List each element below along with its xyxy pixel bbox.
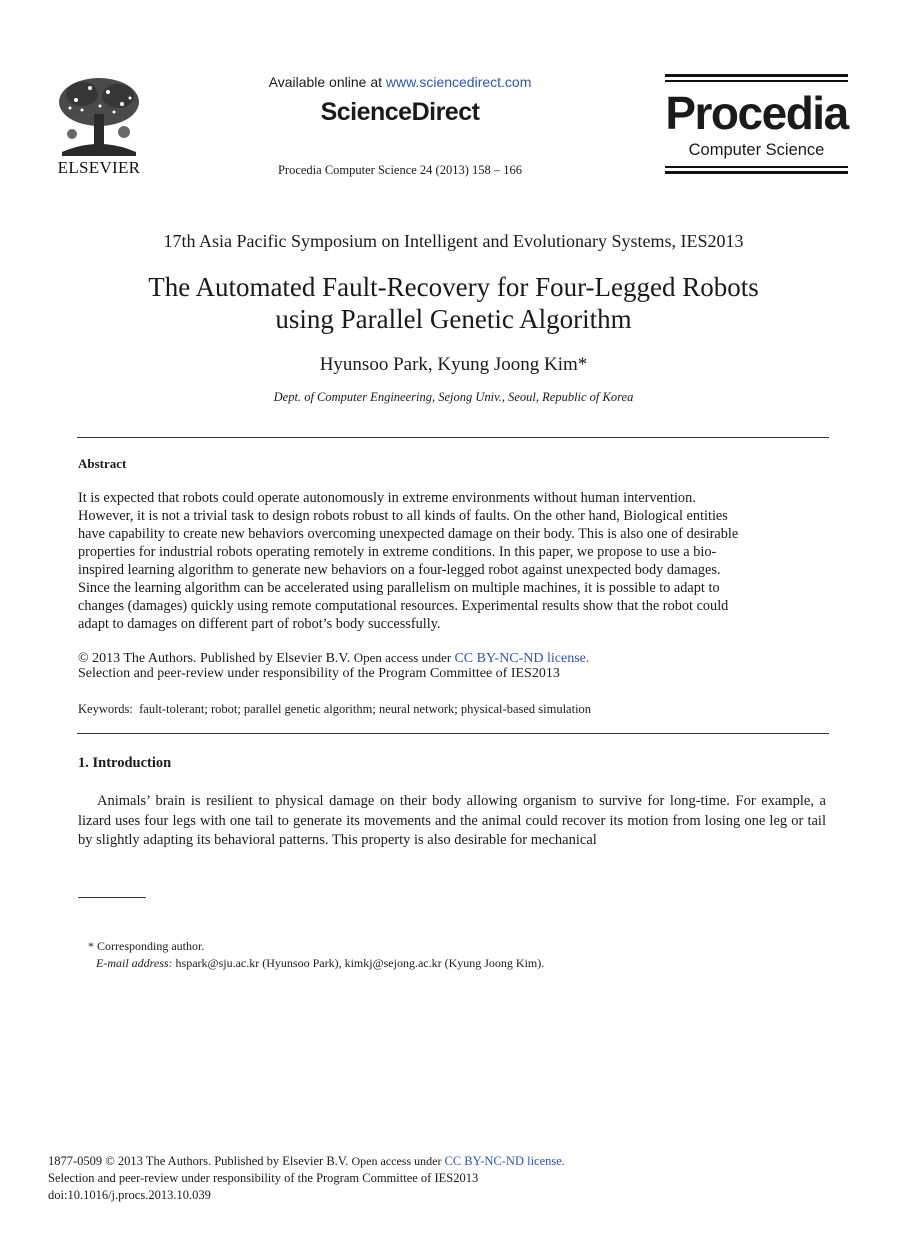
sciencedirect-brand: ScienceDirect — [320, 98, 480, 126]
affiliation: Dept. of Computer Engineering, Sejong Univ., Seoul, Republic of Korea — [273, 390, 634, 404]
divider-top — [77, 437, 829, 438]
copyright-text: © 2013 The Authors. Published by Elsevier B.V. — [78, 651, 354, 666]
abstract-line: changes (damages) quickly using remote computational resources. Experimental results show that the robot could — [78, 598, 729, 614]
abstract-line: adapt to damages on different part of robot’s body successfully. — [78, 616, 441, 632]
procedia-bottom-rule — [665, 171, 848, 174]
footer-license-link[interactable]: CC BY-NC-ND license. — [444, 1154, 565, 1168]
abstract-body — [78, 489, 826, 633]
email-label: E-mail address: — [96, 956, 173, 970]
footer-peer-review: Selection and peer-review under responsibility of the Program Committee of IES2013 — [48, 1171, 479, 1185]
abstract-line: Since the learning algorithm can be accelerated using parallelism on multiple machines, it is possible to adapt to — [78, 580, 720, 596]
paper-title — [60, 271, 847, 335]
peer-review-statement: Selection and peer-review under responsibility of the Program Committee of IES2013 — [78, 666, 560, 681]
title-line-1: The Automated Fault-Recovery for Four-Legged Robots — [148, 272, 759, 302]
keywords-text: fault-tolerant; robot; parallel genetic algorithm; neural network; physical-based simulation — [139, 702, 592, 716]
abstract-line: However, it is not a trivial task to design robots robust to all kinds of faults. On the other hand, Biological entities — [78, 508, 728, 524]
introduction-paragraph: Animals’ brain is resilient to physical damage on their body allowing organism to survive for long-time. For example, a lizard uses four legs with one tail to generate its movements and the animal could recover its motion from losing one leg or tail by slightly adapting its behavioral patterns. This property is also desirable for mechanical — [78, 793, 826, 848]
sciencedirect-link[interactable]: www.sciencedirect.com — [385, 74, 532, 90]
footer-copyright-text: 1877-0509 © 2013 The Authors. Published by Elsevier B.V. — [48, 1154, 352, 1168]
abstract-line: inspired learning algorithm to generate new behaviors on a four-legged robot against unexpected body damages. — [78, 562, 721, 578]
abstract-line: It is expected that robots could operate autonomously in extreme environments without human intervention. — [78, 490, 696, 506]
abstract-line: have capability to create new behaviors overcoming unexpected damage on their body. This is also one of desirable — [78, 526, 739, 542]
procedia-wordmark: Procedia — [665, 87, 848, 139]
section-heading-introduction: 1. Introduction — [78, 755, 172, 771]
email-addresses: hspark@sju.ac.kr (Hyunsoo Park), kimkj@sejong.ac.kr (Kyung Joong Kim). — [172, 956, 545, 970]
footer-open-access: Open access under — [351, 1154, 445, 1168]
conference-name: 17th Asia Pacific Symposium on Intelligent and Evolutionary Systems, IES2013 — [163, 231, 744, 251]
keywords — [78, 702, 826, 717]
journal-reference: Procedia Computer Science 24 (2013) 158 – 166 — [277, 163, 523, 177]
procedia-subtitle: Computer Science — [688, 141, 825, 159]
procedia-top-rule-thin — [665, 80, 848, 82]
procedia-logo — [665, 74, 848, 174]
footnote-rule — [78, 897, 146, 898]
keywords-label: Keywords: — [78, 702, 133, 716]
footer-doi[interactable]: doi:10.1016/j.procs.2013.10.039 — [48, 1188, 211, 1202]
procedia-top-rule — [665, 74, 848, 77]
elsevier-wordmark: ELSEVIER — [57, 158, 141, 177]
divider-bottom — [77, 733, 829, 734]
procedia-bottom-rule-thin — [665, 166, 848, 168]
license-link[interactable]: CC BY-NC-ND license. — [454, 651, 590, 666]
available-label: Available online at — [268, 74, 386, 90]
open-access-label: Open access under — [353, 650, 455, 665]
abstract-heading: Abstract — [78, 456, 127, 471]
available-online-line — [200, 74, 600, 90]
footer-issn-copyright — [48, 1154, 565, 1169]
footnote-corresponding: * Corresponding author. — [88, 939, 205, 953]
title-line-2: using Parallel Genetic Algorithm — [275, 304, 632, 334]
author-list: Hyunsoo Park, Kyung Joong Kim* — [319, 354, 588, 375]
abstract-line: properties for industrial robots operating remotely in extreme conditions. In this paper, we propose to use a bio- — [78, 544, 717, 560]
footnote-email — [96, 956, 544, 971]
